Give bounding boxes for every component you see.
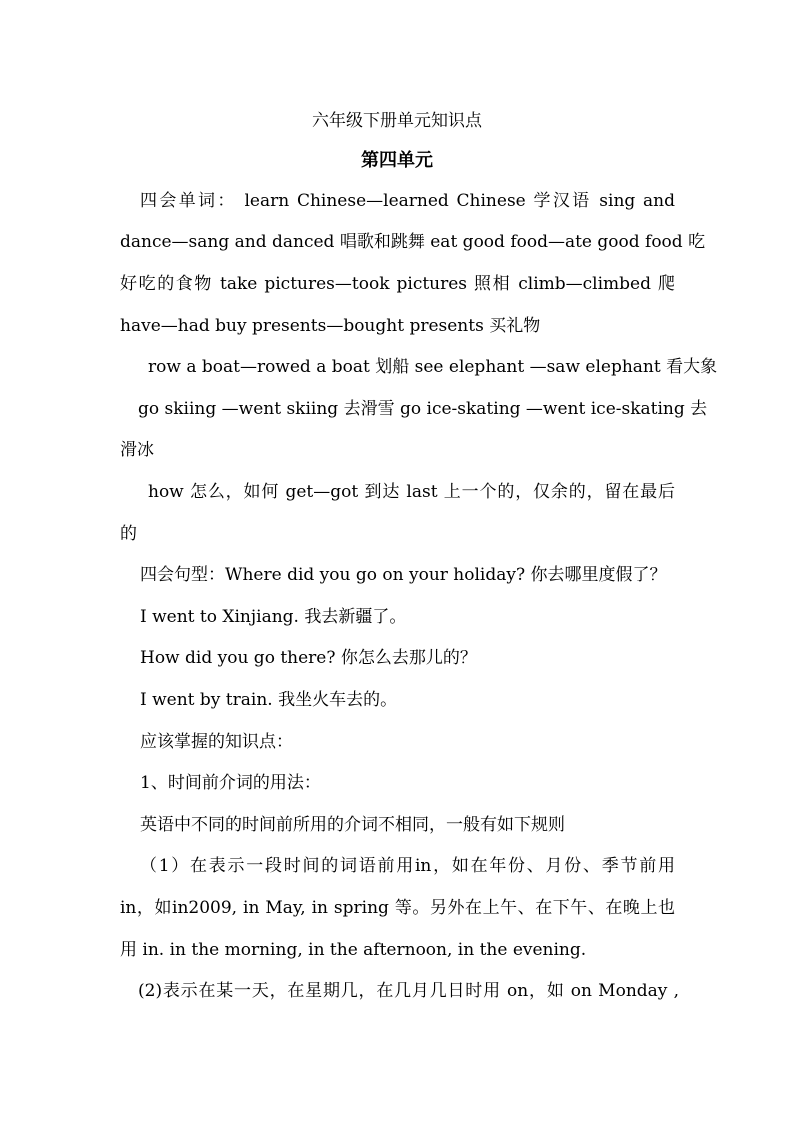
- text-line: 应该掌握的知识点：: [140, 732, 293, 752]
- text-line: 四会句型：Where did you go on your holiday? 你去哪里度假了？: [140, 565, 667, 585]
- unit-heading: 第四单元: [361, 150, 433, 171]
- text-line: (2)表示在某一天，在星期几，在几月几日时用 on，如 on Monday ,: [138, 981, 679, 1001]
- text-line: 好吃的食物 take pictures—took pictures 照相 climb—climbed 爬: [120, 274, 675, 294]
- text-line: row a boat—rowed a boat 划船 see elephant —saw elephant 看大象: [148, 357, 718, 377]
- text-line: 用 in. in the morning, in the afternoon, in the evening.: [120, 940, 587, 960]
- text-line: dance—sang and danced 唱歌和跳舞 eat good food—ate good food 吃: [120, 232, 706, 252]
- text-line: 四会单词： learn Chinese—learned Chinese 学汉语 sing and: [140, 191, 675, 211]
- document-title: 六年级下册单元知识点: [312, 111, 482, 131]
- text-line: in，如in2009, in May, in spring 等。另外在上午、在下午、在晚上也: [120, 898, 675, 918]
- text-line: go skiing —went skiing 去滑雪 go ice-skating —went ice-skating 去: [138, 399, 708, 419]
- text-line: How did you go there? 你怎么去那儿的？: [140, 648, 477, 668]
- text-line: have—had buy presents—bought presents 买礼物: [120, 316, 541, 336]
- text-line: how 怎么，如何 get—got 到达 last 上一个的，仅余的，留在最后: [148, 482, 675, 502]
- text-line: 1、时间前介词的用法：: [140, 773, 321, 793]
- text-line: I went by train. 我坐火车去的。: [140, 690, 398, 710]
- text-line: I went to Xinjiang. 我去新疆了。: [140, 607, 407, 627]
- text-line: （1）在表示一段时间的词语前用in，如在年份、月份、季节前用: [140, 856, 675, 876]
- text-line: 滑冰: [120, 440, 154, 460]
- text-line: 的: [120, 524, 137, 544]
- text-line: 英语中不同的时间前所用的介词不相同，一般有如下规则: [140, 815, 565, 835]
